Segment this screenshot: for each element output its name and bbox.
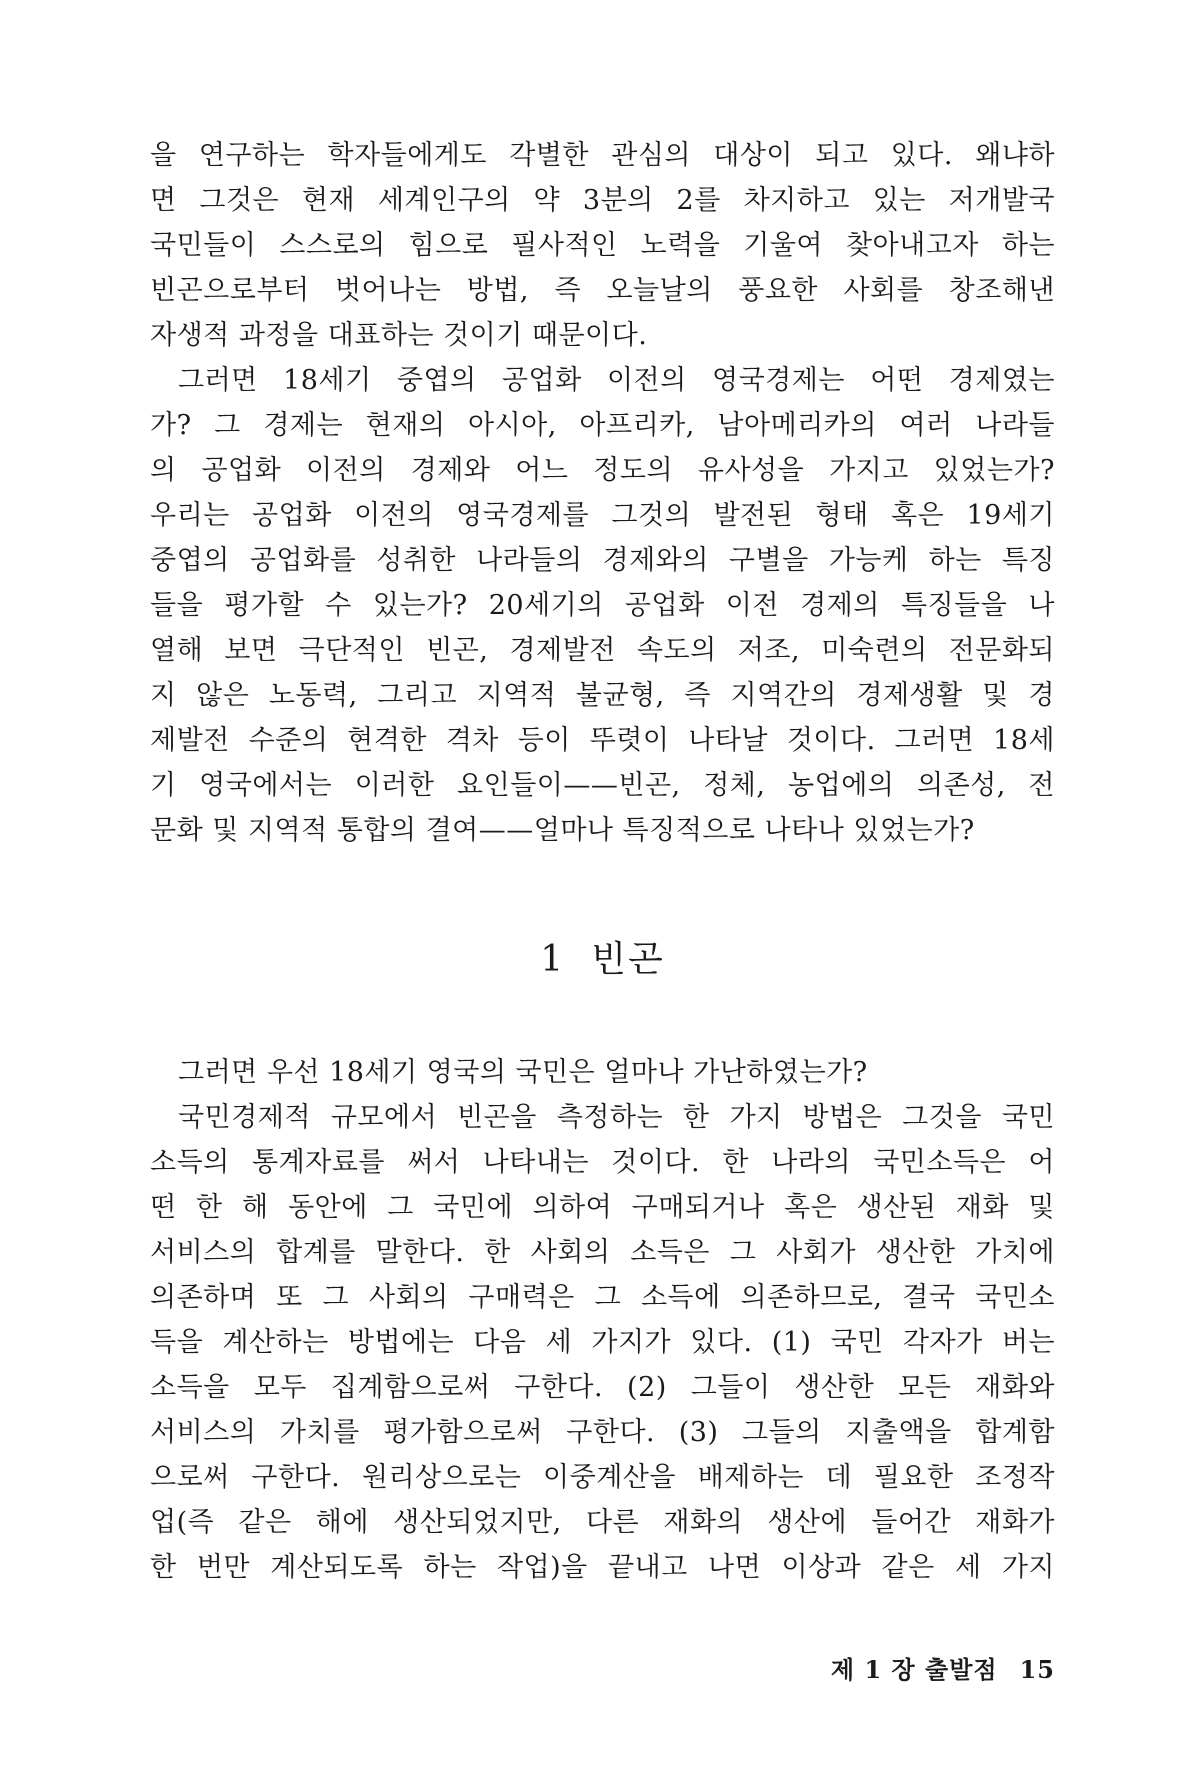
text-line: 제발전 수준의 현격한 격차 등이 뚜렷이 나타날 것이다. 그러면 18세 — [150, 725, 1055, 756]
text-line: 서비스의 합계를 말한다. 한 사회의 소득은 그 사회가 생산한 가치에 — [150, 1237, 1055, 1268]
intro-text-block — [150, 133, 1055, 853]
text-line: 소득을 모두 집계함으로써 구한다. (2) 그들이 생산한 모든 재화와 — [150, 1372, 1055, 1403]
text-line: 떤 한 해 동안에 그 국민에 의하여 구매되거나 혹은 생산된 재화 및 — [150, 1192, 1055, 1223]
text-line: 열해 보면 극단적인 빈곤, 경제발전 속도의 저조, 미숙련의 전문화되 — [150, 635, 1055, 666]
text-line: 자생적 과정을 대표하는 것이기 때문이다. — [150, 320, 648, 351]
poverty-question: 그러면 우선 18세기 영국의 국민은 얼마나 가난하였는가? — [178, 1057, 868, 1088]
section-number: 1 — [540, 939, 566, 980]
text-line: 들을 평가할 수 있는가? 20세기의 공업화 이전 경제의 특징들을 나 — [150, 590, 1055, 621]
page-number: 15 — [1019, 1655, 1055, 1684]
text-line: 지 않은 노동력, 그리고 지역적 불균형, 즉 지역간의 경제생활 및 경 — [150, 680, 1055, 711]
text-line: 기 영국에서는 이러한 요인들이——빈곤, 정체, 농업에의 의존성, 전 — [150, 770, 1055, 801]
text-line: 면 그것은 현재 세계인구의 약 3분의 2를 차지하고 있는 저개발국 — [150, 185, 1055, 216]
text-line: 중엽의 공업화를 성취한 나라들의 경제와의 구별을 가능케 하는 특징 — [150, 545, 1055, 576]
page-footer — [831, 1650, 1055, 1690]
text-line: 국민들이 스스로의 힘으로 필사적인 노력을 기울여 찾아내고자 하는 — [150, 230, 1055, 261]
text-line: 소득의 통계자료를 써서 나타내는 것이다. 한 나라의 국민소득은 어 — [150, 1147, 1055, 1178]
text-line: 그러면 18세기 중엽의 공업화 이전의 영국경제는 어떤 경제였는 — [178, 365, 1055, 396]
text-line: 으로써 구한다. 원리상으로는 이중계산을 배제하는 데 필요한 조정작 — [150, 1462, 1055, 1493]
running-footer-chapter: 제 1 장 출발점 — [830, 1655, 998, 1684]
text-line: 을 연구하는 학자들에게도 각별한 관심의 대상이 되고 있다. 왜냐하 — [150, 140, 1055, 171]
text-line: 의존하며 또 그 사회의 구매력은 그 소득에 의존하므로, 결국 국민소 — [150, 1282, 1055, 1313]
text-line: 국민경제적 규모에서 빈곤을 측정하는 한 가지 방법은 그것을 국민 — [178, 1102, 1055, 1133]
text-line: 한 번만 계산되도록 하는 작업)을 끝내고 나면 이상과 같은 세 가지 — [150, 1552, 1055, 1583]
text-line: 우리는 공업화 이전의 영국경제를 그것의 발전된 형태 혹은 19세기 — [150, 500, 1055, 531]
text-line: 의 공업화 이전의 경제와 어느 정도의 유사성을 가지고 있었는가? — [150, 455, 1055, 486]
text-line: 업(즉 같은 해에 생산되었지만, 다른 재화의 생산에 들어간 재화가 — [150, 1507, 1055, 1538]
text-line: 가? 그 경제는 현재의 아시아, 아프리카, 남아메리카의 여러 나라들 — [150, 410, 1055, 441]
section-heading — [150, 930, 1055, 990]
text-line: 서비스의 가치를 평가함으로써 구한다. (3) 그들의 지출액을 합계함 — [150, 1417, 1055, 1448]
section-title: 빈곤 — [591, 939, 665, 980]
text-line: 문화 및 지역적 통합의 결여——얼마나 특징적으로 나타나 있었는가? — [150, 815, 975, 846]
text-line: 득을 계산하는 방법에는 다음 세 가지가 있다. (1) 국민 각자가 버는 — [150, 1327, 1055, 1358]
text-line: 빈곤으로부터 벗어나는 방법, 즉 오늘날의 풍요한 사회를 창조해낸 — [150, 275, 1055, 306]
poverty-text-block — [150, 1050, 1055, 1590]
